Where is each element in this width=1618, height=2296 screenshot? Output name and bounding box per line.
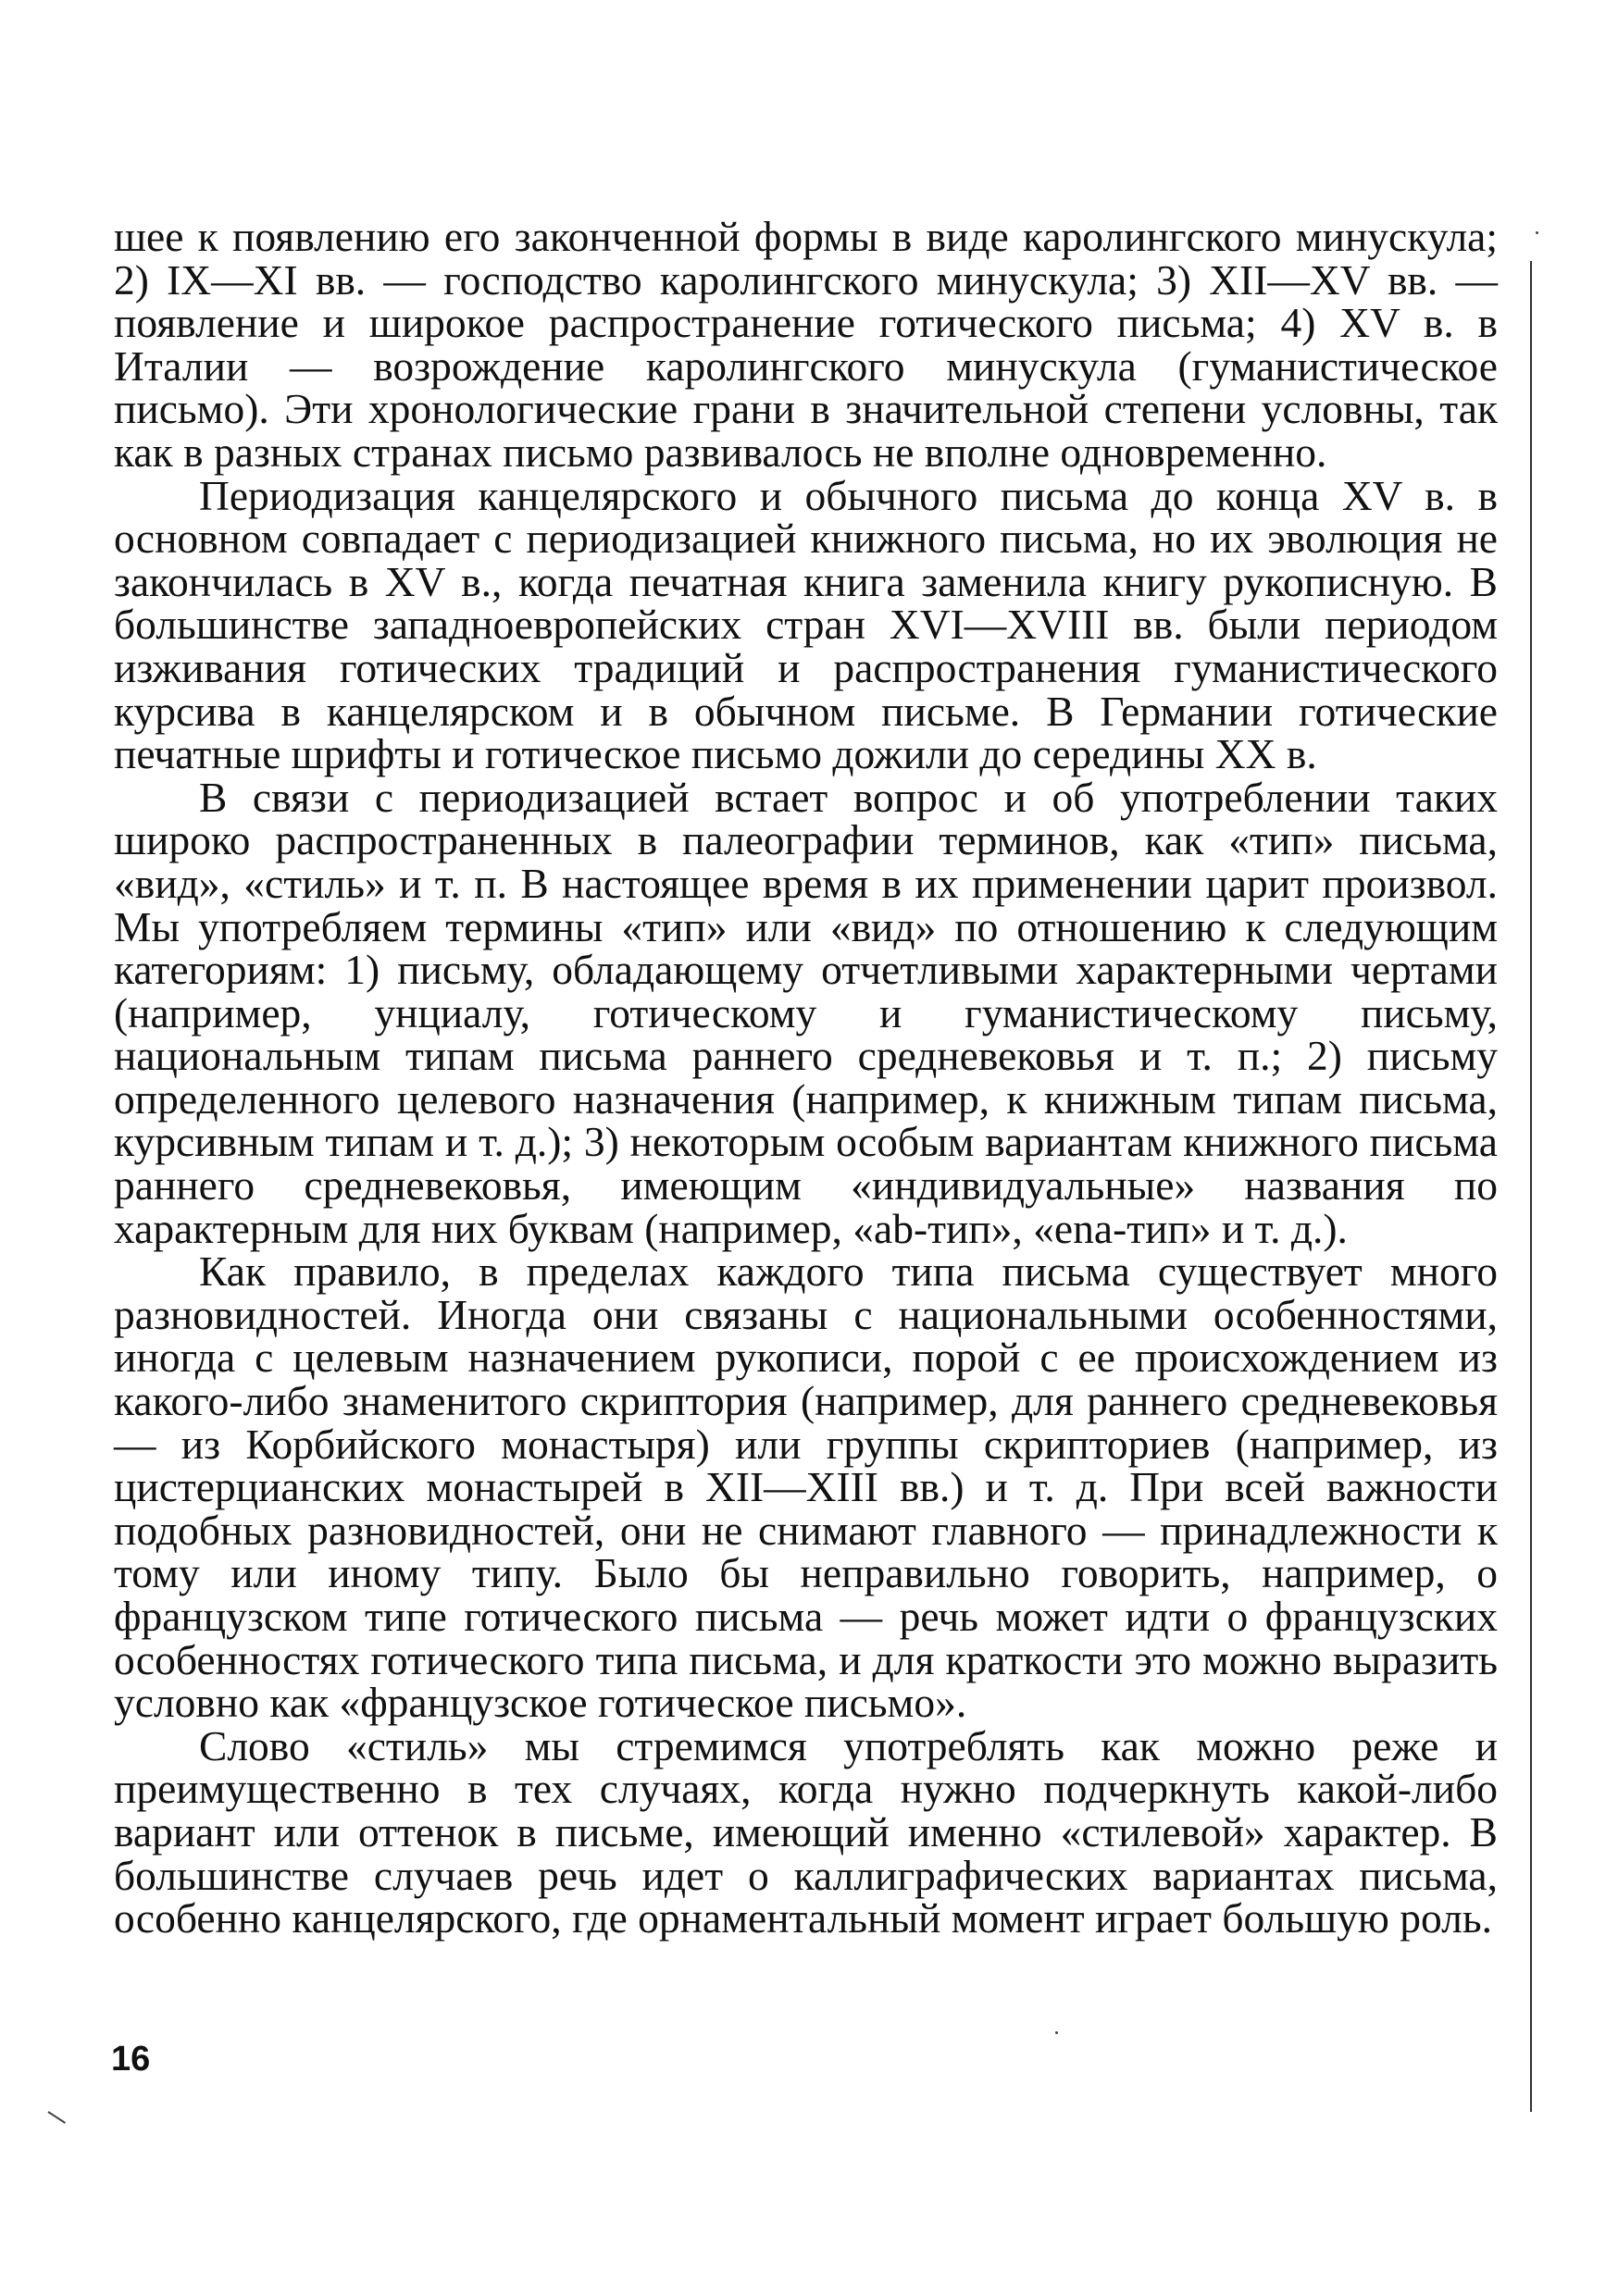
paragraph-varieties: Как правило, в пределах каждого типа письма существует много разновидностей. Иногда они связаны с национальными особенностями, иногда с целевым назначением рукописи, порой с ее происхождением из какого-либо знаменитого скриптория (например, для раннего средневековья — из Корбийского монастыря) или группы скрипториев (например, из цистерцианских монастырей в XII—XIII вв.) и т. д. При всей важности подобных разновидностей, они не снимают главного — принадлежности к тому или иному типу. Было бы неправильно говорить, например, о французском типе готического письма — речь может идти о французских особенностях готического типа письма, и для краткости это можно выразить условно как «французское готическое письмо». (114, 1247, 1498, 1727)
scan-edge-dot (1055, 2031, 1058, 2034)
scan-edge-line (1530, 261, 1532, 2112)
paragraph-periodization: Периодизация канцелярского и обычного письма до конца XV в. в основном совпадает с периодизацией книжного письма, но их эволюция не закончилась в XV в., когда печатная книга заменила книгу рукописную. В большинстве западноевропейских стран XVI—XVIII вв. были периодом изживания готических традиций и распространения гуманистического курсива в канцелярском и в обычном письме. В Германии готические печатные шрифты и готическое письмо дожили до середины XX в. (114, 471, 1498, 778)
scan-edge-dot (1536, 231, 1538, 234)
paragraph-continuation: шее к появлению его законченной формы в виде каролингского минускула; 2) IX—XI вв. — господство каролингского минускула; 3) XII—XV вв. — появление и широкое распространение готического письма; 4) XV в. в Италии — возрождение каролингского минускула (гуманистическое письмо). Эти хронологические грани в значительной степени условны, так как в разных странах письмо развивалось не вполне одновременно. (114, 213, 1498, 476)
page-number: 16 (111, 2040, 151, 2079)
paragraph-style: Слово «стиль» мы стремимся употреблять как можно реже и преимущественно в тех случаях, когда нужно подчеркнуть какой-либо вариант или оттенок в письме, имеющий именно «стилевой» характер. В большинстве случаев речь идет о каллиграфических вариантах письма, особенно канцелярского, где орнаментальный момент играет большую роль. (114, 1721, 1498, 1942)
scan-corner-mark (47, 2111, 66, 2124)
body-text (114, 213, 1498, 1942)
paragraph-terminology: В связи с периодизацией встает вопрос и об употреблении таких широко распространенных в палеографии терминов, как «тип» письма, «вид», «стиль» и т. п. В настоящее время в их применении царит произвол. Мы употребляем термины «тип» или «вид» по отношению к следующим категориям: 1) письму, обладающему отчетливыми характерными чертами (например, унциалу, готическому и гуманистическому письму, национальным типам письма раннего средневековья и т. п.; 2) письму определенного целевого назначения (например, к книжным типам письма, курсивным типам и т. д.); 3) некоторым особым вариантам книжного письма раннего средневековья, имеющим «индивидуальные» названия по характерным для них буквам (например, «ab-тип», «ena-тип» и т. д.). (114, 773, 1498, 1252)
